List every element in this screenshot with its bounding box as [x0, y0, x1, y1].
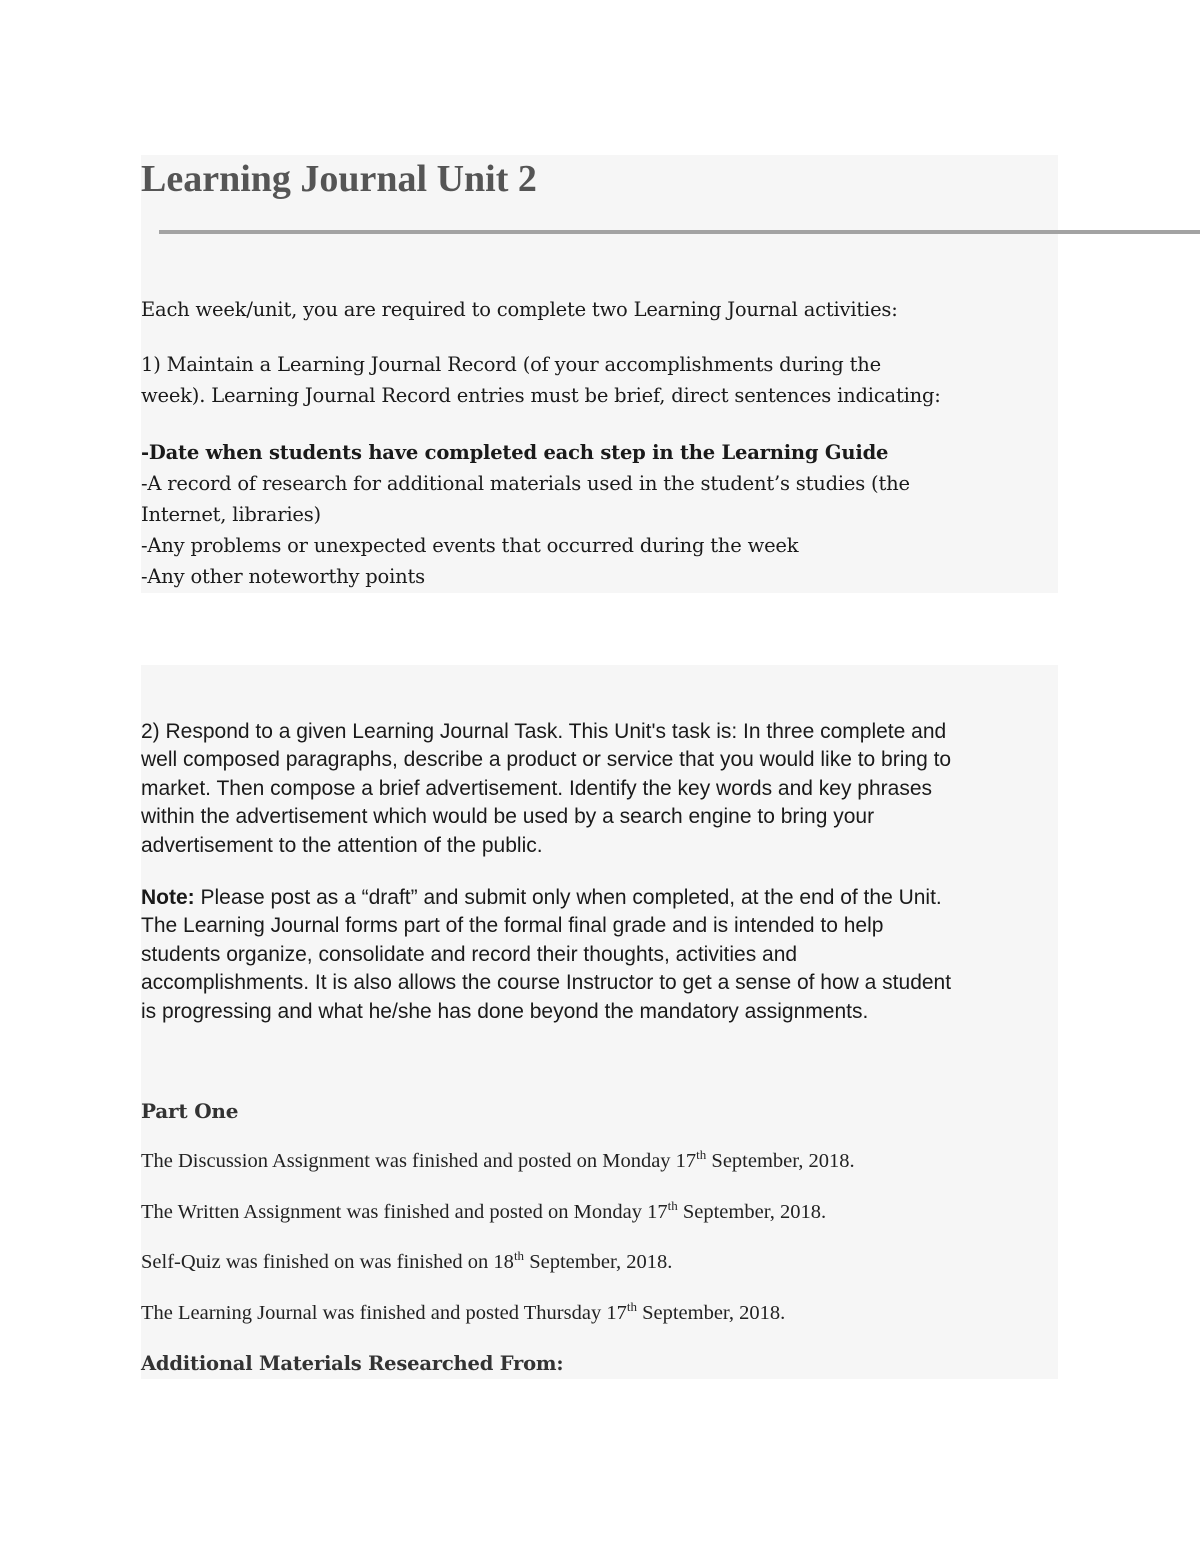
record-learning-journal: [141, 1299, 786, 1325]
maintain-record-paragraph: [141, 349, 941, 411]
task-line: within the advertisement which would be used by a search engine to bring your: [141, 805, 875, 829]
list-item: -A record of research for additional materials used in the student’s studies (the: [141, 472, 910, 495]
note-paragraph: [141, 884, 951, 1026]
list-item: -Any problems or unexpected events that occurred during the week: [141, 534, 799, 557]
list-item: -Date when students have completed each step in the Learning Guide: [141, 441, 889, 464]
record-date: September, 2018.: [677, 1201, 827, 1223]
list-item: -Any other noteworthy points: [141, 565, 425, 588]
intro-text: Each week/unit, you are required to complete two Learning Journal activities:: [141, 298, 898, 321]
record-text: The Learning Journal was finished and posted Thursday 17: [141, 1302, 627, 1324]
record-date: September, 2018.: [636, 1302, 786, 1324]
note-line: students organize, consolidate and record their thoughts, activities and: [141, 942, 798, 966]
title-divider: [159, 230, 1200, 234]
part-one-heading: Part One: [141, 1099, 239, 1123]
maintain-line-2: week). Learning Journal Record entries must be brief, direct sentences indicating:: [141, 384, 941, 407]
task-line: well composed paragraphs, describe a product or service that you would like to bring to: [141, 748, 952, 772]
record-text: Self-Quiz was finished on was finished on 18: [141, 1251, 514, 1273]
task-line: market. Then compose a brief advertisement. Identify the key words and key phrases: [141, 776, 933, 800]
page-title: Learning Journal Unit 2: [141, 158, 537, 200]
note-label: Note:: [141, 886, 195, 909]
record-text: The Discussion Assignment was finished and posted on Monday 17: [141, 1150, 697, 1172]
record-entries-list: [141, 437, 910, 592]
additional-materials-heading: Additional Materials Researched From:: [141, 1352, 564, 1375]
note-line: The Learning Journal forms part of the formal final grade and is intended to help: [141, 914, 884, 938]
record-text: The Written Assignment was finished and posted on Monday 17: [141, 1201, 668, 1223]
record-discussion: [141, 1147, 855, 1173]
ordinal-suffix: th: [667, 1198, 678, 1214]
ordinal-suffix: th: [513, 1248, 525, 1264]
task-paragraph: [141, 718, 951, 860]
record-self-quiz: [141, 1248, 673, 1274]
maintain-line-1: 1) Maintain a Learning Journal Record (of your accomplishments during the: [141, 353, 881, 376]
record-date: September, 2018.: [524, 1251, 673, 1273]
record-written-assignment: [141, 1198, 827, 1224]
task-line: advertisement to the attention of the public.: [141, 833, 543, 857]
task-line: 2) Respond to a given Learning Journal Task. This Unit's task is: In three complete and: [141, 720, 947, 743]
ordinal-suffix: th: [696, 1147, 707, 1163]
note-line: accomplishments. It is also allows the course Instructor to get a sense of how a student: [141, 971, 952, 995]
ordinal-suffix: th: [626, 1299, 637, 1315]
note-line: is progressing and what he/she has done beyond the mandatory assignments.: [141, 999, 869, 1023]
note-text: Please post as a “draft” and submit only when completed, at the end of the Unit.: [194, 886, 942, 909]
list-item-continuation: Internet, libraries): [141, 503, 321, 526]
record-date: September, 2018.: [706, 1150, 855, 1172]
note-line: [141, 884, 951, 912]
